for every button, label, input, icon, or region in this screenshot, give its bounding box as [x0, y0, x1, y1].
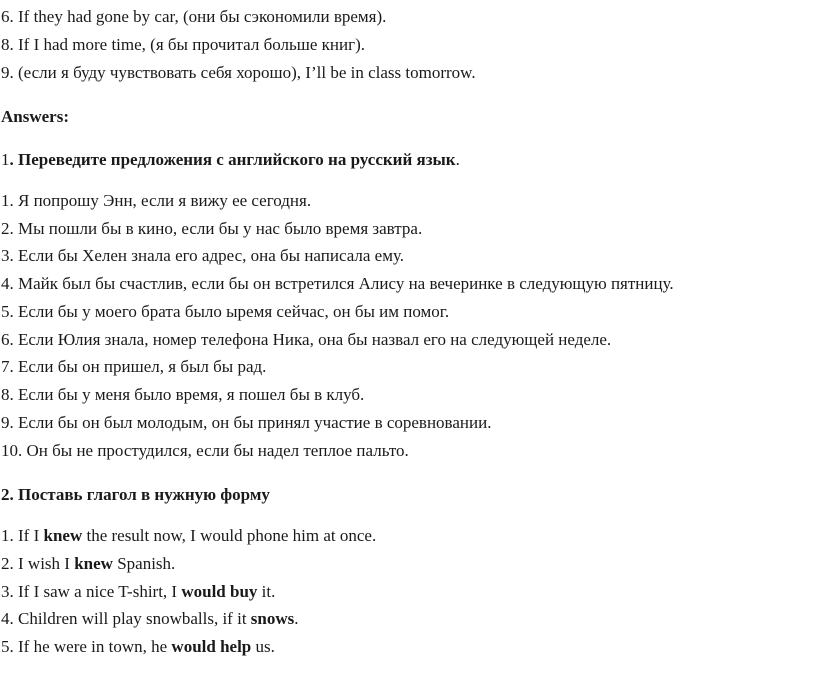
section1-title: . Переведите предложения с английского на русский язык: [9, 150, 456, 169]
exercise-item: 4. Children will play snowballs, if it snows.: [1, 609, 299, 628]
section1-title-end: .: [455, 150, 460, 169]
list-item: 9. Если бы он был молодым, он бы принял участие в соревновании.: [1, 413, 492, 432]
exercise-item: 3. If I saw a nice T-shirt, I would buy it.: [1, 582, 276, 601]
list-item: 10. Он бы не простудился, если бы надел теплое пальто.: [1, 441, 409, 460]
list-item: 4. Майк был бы счастлив, если бы он встретился Алису на вечеринке в следующую пятницу.: [1, 274, 674, 293]
intro-line: 8. If I had more time, (я бы прочитал больше книг).: [1, 35, 365, 54]
exercise-item: 1. If I knew the result now, I would phone him at once.: [1, 526, 377, 545]
section1-heading: [1, 150, 460, 170]
answer-word: knew: [43, 526, 83, 545]
answer-word: knew: [74, 554, 113, 573]
answers-heading: Answers:: [1, 107, 69, 126]
answer-word: would help: [171, 637, 252, 656]
list-item: 3. Если бы Хелен знала его адрес, она бы написала ему.: [1, 246, 405, 265]
list-item: 2. Мы пошли бы в кино, если бы у нас было время завтра.: [1, 219, 423, 238]
list-item: 7. Если бы он пришел, я был бы рад.: [1, 357, 267, 376]
exercise-item: 5. If he were in town, he would help us.: [1, 637, 275, 656]
list-item: 6. Если Юлия знала, номер телефона Ника, она бы назвал его на следующей неделе.: [1, 330, 612, 349]
intro-line: 9. (если я буду чувствовать себя хорошо), I’ll be in class tomorrow.: [1, 63, 476, 82]
list-item: 8. Если бы у меня было время, я пошел бы в клуб.: [1, 385, 365, 404]
intro-line: 6. If they had gone by car, (они бы сэкономили время).: [1, 7, 387, 26]
list-item: 5. Если бы у моего брата было ыремя сейчас, он бы им помог.: [1, 302, 450, 321]
answer-word: would buy: [181, 582, 258, 601]
section2-heading: 2. Поставь глагол в нужную форму: [1, 485, 270, 504]
list-item: 1. Я попрошу Энн, если я вижу ее сегодня.: [1, 191, 312, 210]
exercise-item: 2. I wish I knew Spanish.: [1, 554, 176, 573]
answer-word: snows: [250, 609, 295, 628]
section1-number: 1: [1, 150, 10, 169]
